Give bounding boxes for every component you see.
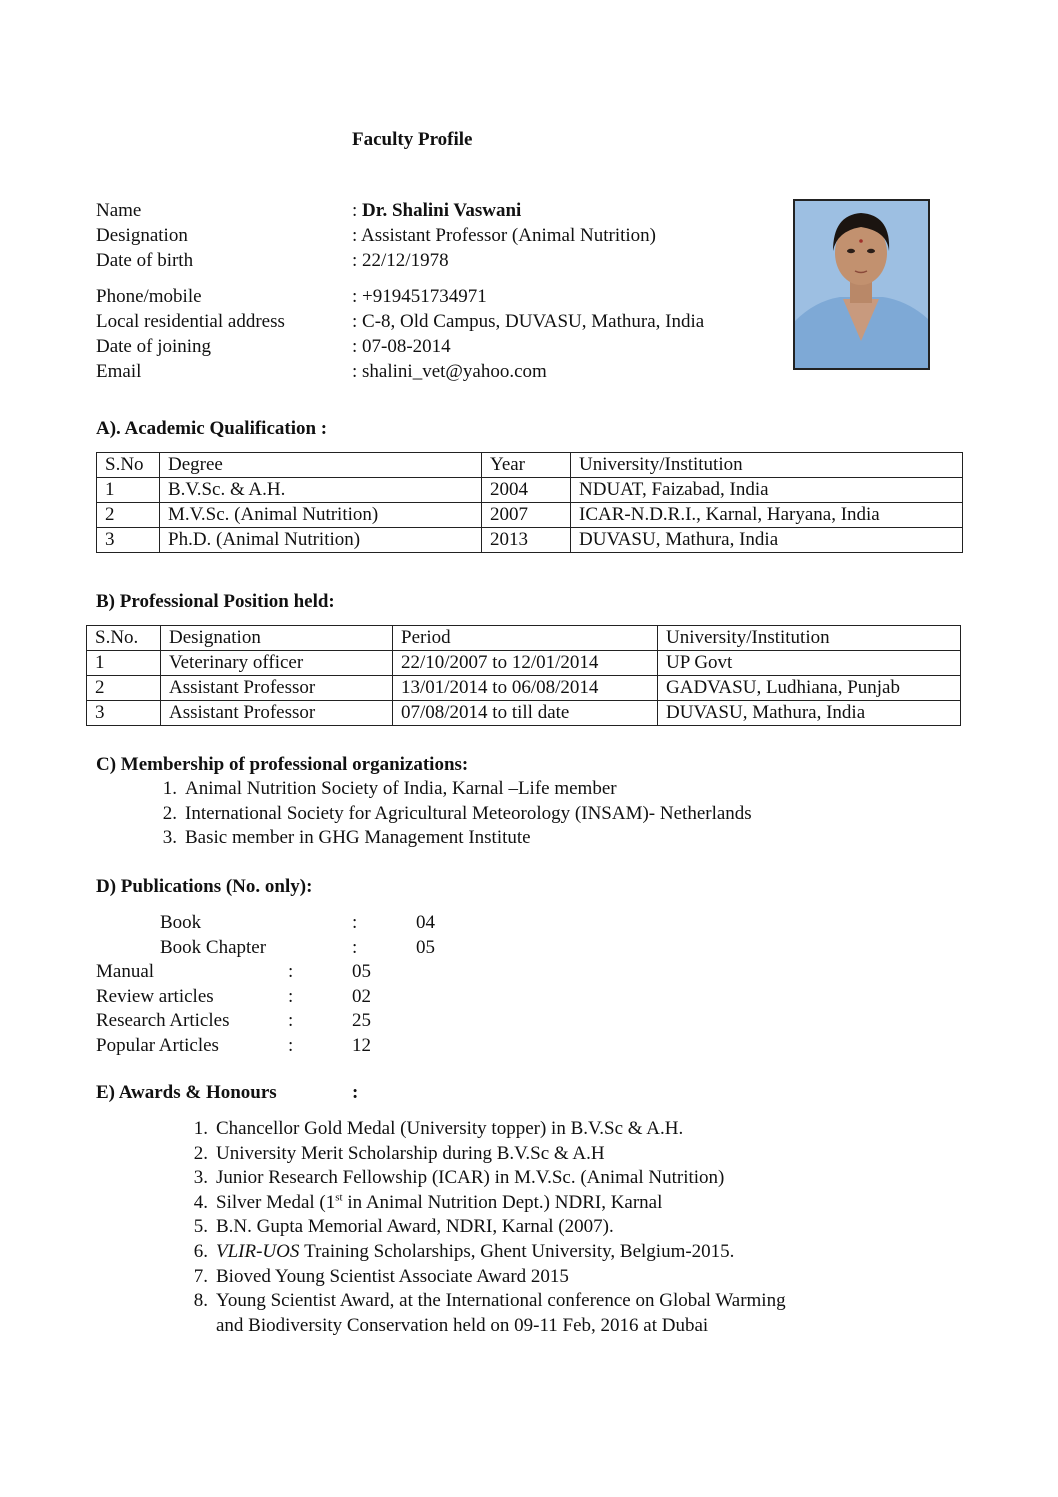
table-cell: 1: [87, 651, 161, 676]
publication-value: 05: [352, 961, 371, 982]
list-number: 2.: [193, 1142, 208, 1164]
profile-label: Designation: [96, 224, 188, 246]
profile-row-dob: [96, 249, 776, 274]
table-row: [97, 478, 963, 503]
profile-value: : Dr. Shalini Vaswani: [352, 200, 522, 221]
publication-label: Book Chapter: [160, 937, 267, 958]
publication-label: Review articles: [96, 986, 214, 1007]
list-text: Junior Research Fellowship (ICAR) in M.V.Sc. (Animal Nutrition): [216, 1167, 725, 1189]
profile-value: : shalini_vet@yahoo.com: [352, 360, 547, 382]
list-item: [180, 1289, 786, 1314]
table-cell: 07/08/2014 to till date: [393, 701, 658, 726]
list-number: 7.: [193, 1265, 208, 1287]
profile-value: : 07-08-2014: [352, 335, 451, 357]
table-cell: 2013: [482, 528, 571, 553]
publication-value: 12: [352, 1035, 371, 1056]
profile-label: Name: [96, 200, 142, 221]
table-row: [87, 676, 961, 701]
table-header-cell: Designation: [161, 626, 393, 651]
academic-heading: A). Academic Qualification :: [96, 418, 328, 439]
list-text: B.N. Gupta Memorial Award, NDRI, Karnal (2007).: [216, 1216, 614, 1238]
list-item: [180, 1142, 786, 1167]
list-text: Chancellor Gold Medal (University topper) in B.V.Sc & A.H.: [216, 1118, 684, 1139]
table-header-cell: University/Institution: [571, 453, 963, 478]
table-cell: Assistant Professor: [161, 676, 393, 701]
table-cell: UP Govt: [658, 651, 961, 676]
list-number: 8.: [193, 1290, 208, 1312]
academic-table: [96, 452, 963, 553]
publication-label: Book: [160, 912, 202, 933]
table-cell: 2: [87, 676, 161, 701]
publication-sep: :: [288, 986, 294, 1007]
awards-heading: [96, 1082, 359, 1104]
profile-row-address: [96, 310, 776, 335]
profile-label: Email: [96, 360, 142, 382]
list-text: Silver Medal (1st in Animal Nutrition Dept.) NDRI, Karnal: [216, 1191, 663, 1213]
table-row: [87, 651, 961, 676]
table-cell: 2: [97, 503, 160, 528]
publication-sep: :: [352, 912, 358, 933]
positions-heading: B) Professional Position held:: [96, 591, 335, 612]
profile-value: : Assistant Professor (Animal Nutrition): [352, 224, 656, 246]
list-item: [180, 1191, 786, 1216]
table-cell: Ph.D. (Animal Nutrition): [160, 528, 482, 553]
list-item: [150, 802, 752, 827]
profile-label: Local residential address: [96, 311, 285, 333]
table-header-cell: S.No: [97, 453, 160, 478]
profile-label: Phone/mobile: [96, 286, 202, 308]
table-header-cell: S.No.: [87, 626, 161, 651]
table-cell: 13/01/2014 to 06/08/2014: [393, 676, 658, 701]
list-item: [180, 1265, 786, 1290]
publication-row: [96, 960, 371, 985]
profile-row-email: [96, 360, 776, 385]
membership-list: [150, 777, 752, 851]
table-header-cell: Year: [482, 453, 571, 478]
publication-sep: :: [352, 937, 358, 958]
table-cell: 2004: [482, 478, 571, 503]
awards-heading-text: E) Awards & Honours: [96, 1082, 277, 1103]
table-cell: 1: [97, 478, 160, 503]
profile-info: [96, 199, 776, 385]
membership-heading: C) Membership of professional organizations:: [96, 754, 469, 775]
profile-row-phone: [96, 285, 776, 310]
table-row: [97, 528, 963, 553]
list-number: 5.: [193, 1216, 208, 1238]
table-row: [97, 503, 963, 528]
table-cell: 3: [97, 528, 160, 553]
profile-value: : +919451734971: [352, 286, 487, 308]
table-cell: ICAR-N.D.R.I., Karnal, Haryana, India: [571, 503, 963, 528]
list-text: VLIR-UOS Training Scholarships, Ghent University, Belgium-2015.: [216, 1240, 735, 1262]
list-item: [180, 1215, 786, 1240]
publication-row: [96, 1034, 371, 1059]
table-header-row: [87, 626, 961, 651]
list-number: 3.: [193, 1167, 208, 1189]
positions-table: [86, 625, 961, 726]
list-number: 1.: [162, 778, 177, 799]
table-header-row: [97, 453, 963, 478]
table-header-cell: Degree: [160, 453, 482, 478]
table-cell: 22/10/2007 to 12/01/2014: [393, 651, 658, 676]
table-cell: GADVASU, Ludhiana, Punjab: [658, 676, 961, 701]
publication-value: 25: [352, 1010, 371, 1031]
list-text: and Biodiversity Conservation held on 09-11 Feb, 2016 at Dubai: [216, 1314, 709, 1336]
profile-label: Date of birth: [96, 249, 194, 271]
awards-list: [180, 1117, 786, 1338]
publication-row: [160, 936, 435, 961]
publication-sep: :: [288, 961, 294, 982]
list-item: [150, 826, 752, 851]
publication-label: Popular Articles: [96, 1035, 219, 1056]
profile-row-joining: [96, 335, 776, 360]
italic-text: VLIR-UOS: [216, 1240, 300, 1262]
list-item: [150, 777, 752, 802]
table-cell: DUVASU, Mathura, India: [658, 701, 961, 726]
publication-value: 05: [416, 937, 435, 958]
list-text: Bioved Young Scientist Associate Award 2015: [216, 1265, 569, 1287]
list-text: Young Scientist Award, at the International conference on Global Warming: [216, 1290, 786, 1312]
publication-label: Manual: [96, 961, 155, 982]
list-item: [180, 1166, 786, 1191]
list-text: Animal Nutrition Society of India, Karnal –Life member: [185, 778, 617, 799]
awards-heading-sep: :: [352, 1082, 359, 1103]
table-cell: M.V.Sc. (Animal Nutrition): [160, 503, 482, 528]
table-cell: NDUAT, Faizabad, India: [571, 478, 963, 503]
superscript: st: [335, 1191, 343, 1204]
list-item: [180, 1240, 786, 1265]
publication-sep: :: [288, 1010, 294, 1031]
profile-value: : C-8, Old Campus, DUVASU, Mathura, India: [352, 311, 705, 333]
table-header-cell: Period: [393, 626, 658, 651]
table-header-cell: University/Institution: [658, 626, 961, 651]
profile-row-designation: [96, 224, 776, 249]
table-cell: Veterinary officer: [161, 651, 393, 676]
profile-row-name: [96, 199, 776, 224]
profile-value: : 22/12/1978: [352, 249, 449, 271]
publication-value: 04: [416, 912, 435, 933]
list-number: 1.: [193, 1118, 208, 1139]
list-item: [180, 1314, 786, 1339]
publication-label: Research Articles: [96, 1010, 230, 1031]
table-cell: 3: [87, 701, 161, 726]
table-cell: Assistant Professor: [161, 701, 393, 726]
list-number: 4.: [193, 1191, 208, 1213]
publication-value: 02: [352, 986, 371, 1007]
list-text: International Society for Agricultural Meteorology (INSAM)- Netherlands: [185, 802, 752, 824]
publications-heading: D) Publications (No. only):: [96, 876, 313, 897]
profile-photo: [793, 199, 930, 370]
table-cell: 2007: [482, 503, 571, 528]
list-text: Basic member in GHG Management Institute: [185, 827, 531, 849]
publication-row: [96, 1009, 371, 1034]
table-cell: B.V.Sc. & A.H.: [160, 478, 482, 503]
portrait-image: [795, 201, 928, 368]
page-title: Faculty Profile: [352, 129, 473, 150]
list-number: 2.: [162, 802, 177, 824]
profile-name: Dr. Shalini Vaswani: [362, 200, 522, 221]
profile-label: Date of joining: [96, 335, 212, 357]
publication-row: [160, 911, 435, 936]
list-text: University Merit Scholarship during B.V.Sc & A.H: [216, 1142, 605, 1164]
list-number: 3.: [162, 827, 177, 849]
table-row: [87, 701, 961, 726]
table-cell: DUVASU, Mathura, India: [571, 528, 963, 553]
publication-sep: :: [288, 1035, 294, 1056]
list-number: 6.: [193, 1240, 208, 1262]
publication-row: [96, 985, 371, 1010]
list-item: [180, 1117, 786, 1142]
